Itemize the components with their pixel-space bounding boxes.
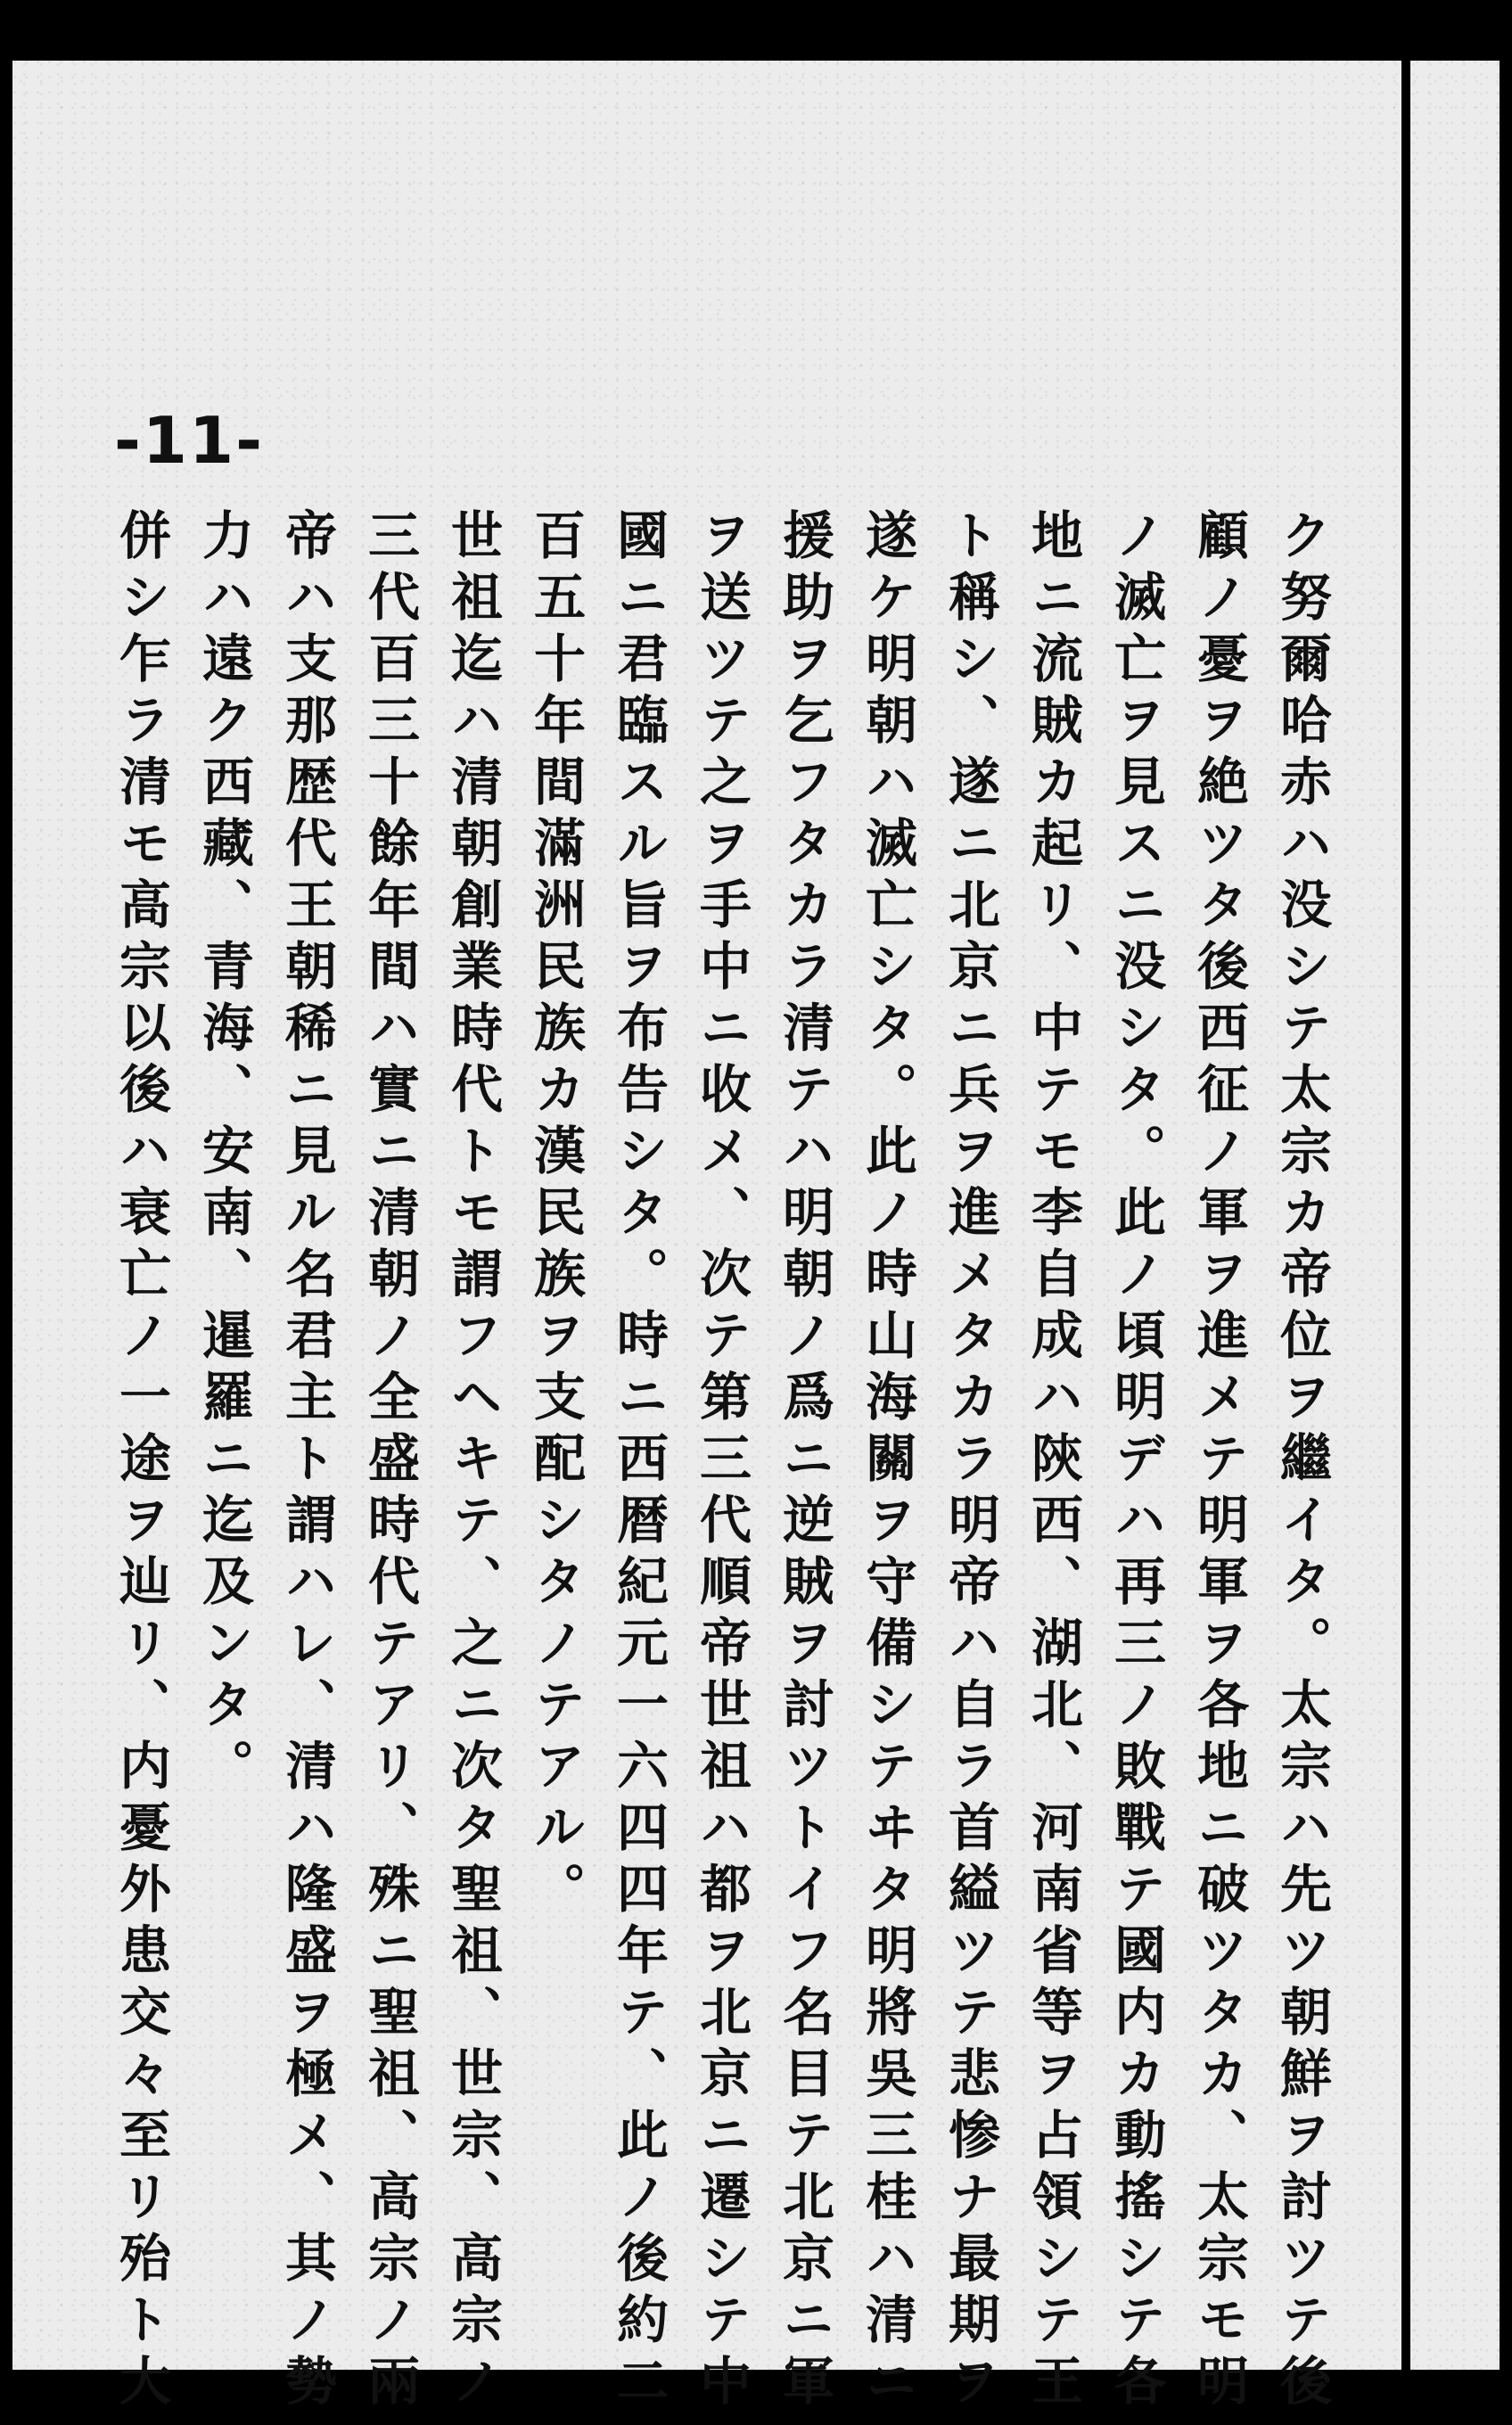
text-line: ク努爾哈赤ハ没シテ太宗カ帝位ヲ繼イタ。太宗ハ先ツ朝鮮ヲ討ツテ後 [1271,508,1332,2415]
text-line: 力ハ遠ク西藏、青海、安南、暹羅ニ迄及ンタ。 [193,508,254,1800]
page-number: -11- [114,403,264,478]
text-line: ヲ送ツテ之ヲ手中ニ收メ、次テ第三代順帝世祖ハ都ヲ北京ニ遷シテ中 [691,508,752,2415]
text-line: 遂ケ明朝ハ滅亡シタ。此ノ時山海關ヲ守備シテヰタ明將吳三桂ハ清ニ [857,508,917,2415]
vertical-text-block [99,508,1343,2415]
text-line: 援助ヲ乞フタカラ清テハ明朝ノ爲ニ逆賊ヲ討ツトイフ名目テ北京ニ軍 [774,508,834,2415]
text-line: 帝ハ支那歴代王朝稀ニ見ル名君主ト謂ハレ、清ハ隆盛ヲ極メ、其ノ勢 [276,508,337,2415]
text-line: 顧ノ憂ヲ絶ツタ後西征ノ軍ヲ進メテ明軍ヲ各地ニ破ツタカ、太宗モ明 [1188,508,1249,2415]
text-line: 世祖迄ハ清朝創業時代トモ謂フヘキテ、之ニ次タ聖祖、世宗、高宗ノ [442,508,503,2415]
text-line: ト稱シ、遂ニ北京ニ兵ヲ進メタカラ明帝ハ自ラ首縊ツテ悲惨ナ最期ヲ [940,508,1000,2415]
text-line: 國ニ君臨スル旨ヲ布告シタ。時ニ西暦紀元一六四四年テ、此ノ後約二 [608,508,669,2415]
text-line: 三代百三十餘年間ハ實ニ清朝ノ全盛時代テアリ、殊ニ聖祖、高宗ノ兩 [359,508,420,2415]
text-line: ノ滅亡ヲ見スニ没シタ。此ノ頃明デハ再三ノ敗戰テ國内カ動搖シテ各 [1105,508,1166,2415]
page-binding-edge [1401,61,1410,2370]
text-line: 地ニ流賊カ起リ、中テモ李自成ハ陝西、湖北、河南省等ヲ占領シテ王 [1023,508,1083,2415]
text-line: 併シ乍ラ清モ高宗以後ハ衰亡ノ一途ヲ辿リ、内憂外患交々至リ殆ト大 [111,508,171,2415]
text-line: 百五十年間滿洲民族カ漢民族ヲ支配シタノテアル。 [525,508,586,1923]
